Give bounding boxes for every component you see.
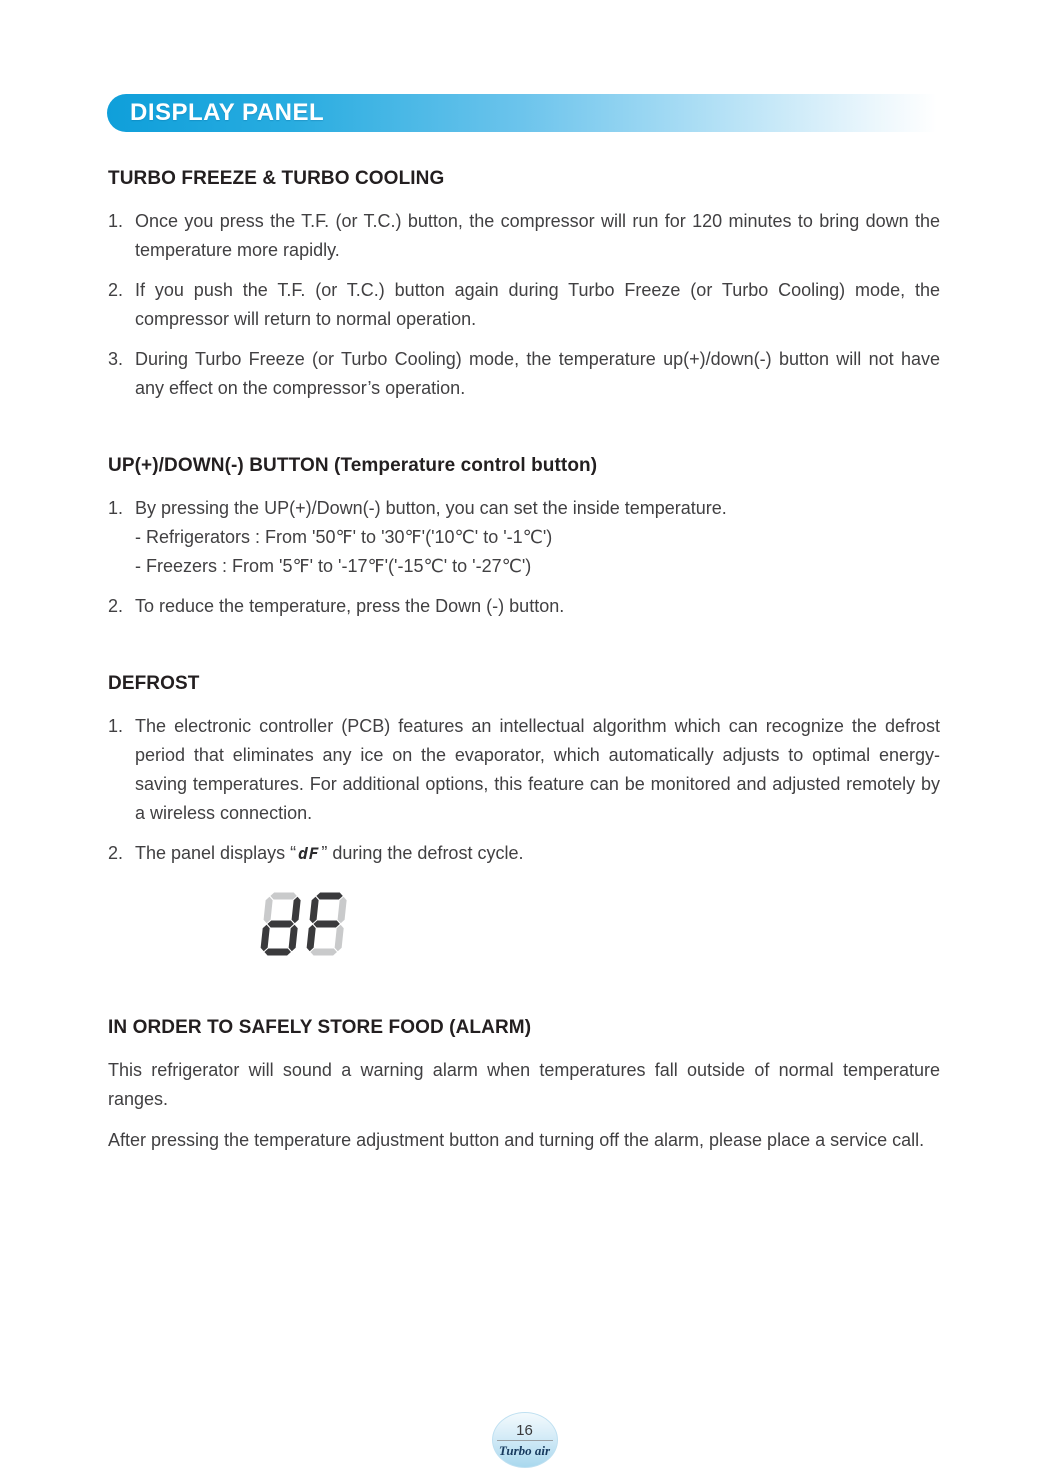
item-text: If you push the T.F. (or T.C.) button again during Turbo Freeze (or Turbo Cooling) mode, the compressor will return to normal operation.	[135, 280, 940, 329]
section-heading-alarm: IN ORDER TO SAFELY STORE FOOD (ALARM)	[108, 1017, 532, 1038]
range-freezers: - Freezers : From '5℉' to '-17℉'('-15℃' to '-27℃')	[135, 556, 532, 576]
list-item	[108, 712, 940, 828]
list-item	[108, 494, 940, 523]
section-heading-turbo: TURBO FREEZE & TURBO COOLING	[108, 168, 445, 189]
item-text	[135, 843, 523, 863]
list-item	[108, 839, 940, 868]
defrost-display-figure	[256, 888, 940, 965]
section-heading-defrost: DEFROST	[108, 673, 200, 694]
badge-divider	[497, 1440, 553, 1441]
list-item	[108, 276, 940, 334]
page-content	[108, 168, 940, 1207]
list-item	[108, 345, 940, 403]
item-text-before: The panel displays “	[135, 843, 297, 863]
temperature-ranges	[108, 523, 940, 581]
item-number: 2.	[108, 843, 124, 863]
item-text: By pressing the UP(+)/Down(-) button, you can set the inside temperature.	[135, 498, 727, 518]
alarm-paragraph: This refrigerator will sound a warning alarm when temperatures fall outside of normal temperature ranges.	[108, 1060, 940, 1109]
section-alarm	[108, 1017, 940, 1155]
item-text: The electronic controller (PCB) features an intellectual algorithm which can recognize the defrost period that eliminates any ice on the evaporator, which automatically adjusts to optimal energy-saving temperatures. For additional options, this feature can be monitored and adjusted remotely by a wireless connection.	[135, 716, 940, 823]
segment-digit-d	[259, 892, 302, 956]
range-refrigerators: - Refrigerators : From '50℉' to '30℉'('10℃' to '-1℃')	[135, 527, 553, 547]
item-text: During Turbo Freeze (or Turbo Cooling) mode, the temperature up(+)/down(-) button will not have any effect on the compressor’s operation.	[135, 349, 940, 398]
brand-logo-text: Turbo air	[498, 1443, 551, 1458]
page-number-badge	[492, 1412, 558, 1468]
page-title: DISPLAY PANEL	[130, 99, 325, 126]
item-text-after: ” during the defrost cycle.	[321, 843, 524, 863]
section-banner	[107, 94, 937, 132]
page-footer	[0, 1412, 1049, 1468]
page-number: 16	[516, 1422, 533, 1439]
list-item	[108, 207, 940, 265]
alarm-paragraph: After pressing the temperature adjustment button and turning off the alarm, please place a service call.	[108, 1130, 925, 1150]
list-item	[108, 592, 940, 621]
item-text: To reduce the temperature, press the Down (-) button.	[135, 596, 565, 616]
item-number: 1.	[108, 498, 124, 518]
item-text: Once you press the T.F. (or T.C.) button, the compressor will run for 120 minutes to bring down the temperature more rapidly.	[135, 211, 940, 260]
item-number: 3.	[108, 349, 124, 369]
display-code-text: dF	[298, 844, 320, 863]
item-number: 1.	[108, 211, 124, 231]
section-turbo-freeze	[108, 168, 940, 403]
seven-segment-display	[256, 888, 352, 960]
section-defrost	[108, 673, 940, 965]
section-heading-updown: UP(+)/DOWN(-) BUTTON (Temperature control button)	[108, 455, 598, 476]
item-number: 2.	[108, 280, 124, 300]
item-number: 2.	[108, 596, 124, 616]
segment-digit-f	[305, 892, 348, 956]
section-updown-button	[108, 455, 940, 621]
item-number: 1.	[108, 716, 124, 736]
